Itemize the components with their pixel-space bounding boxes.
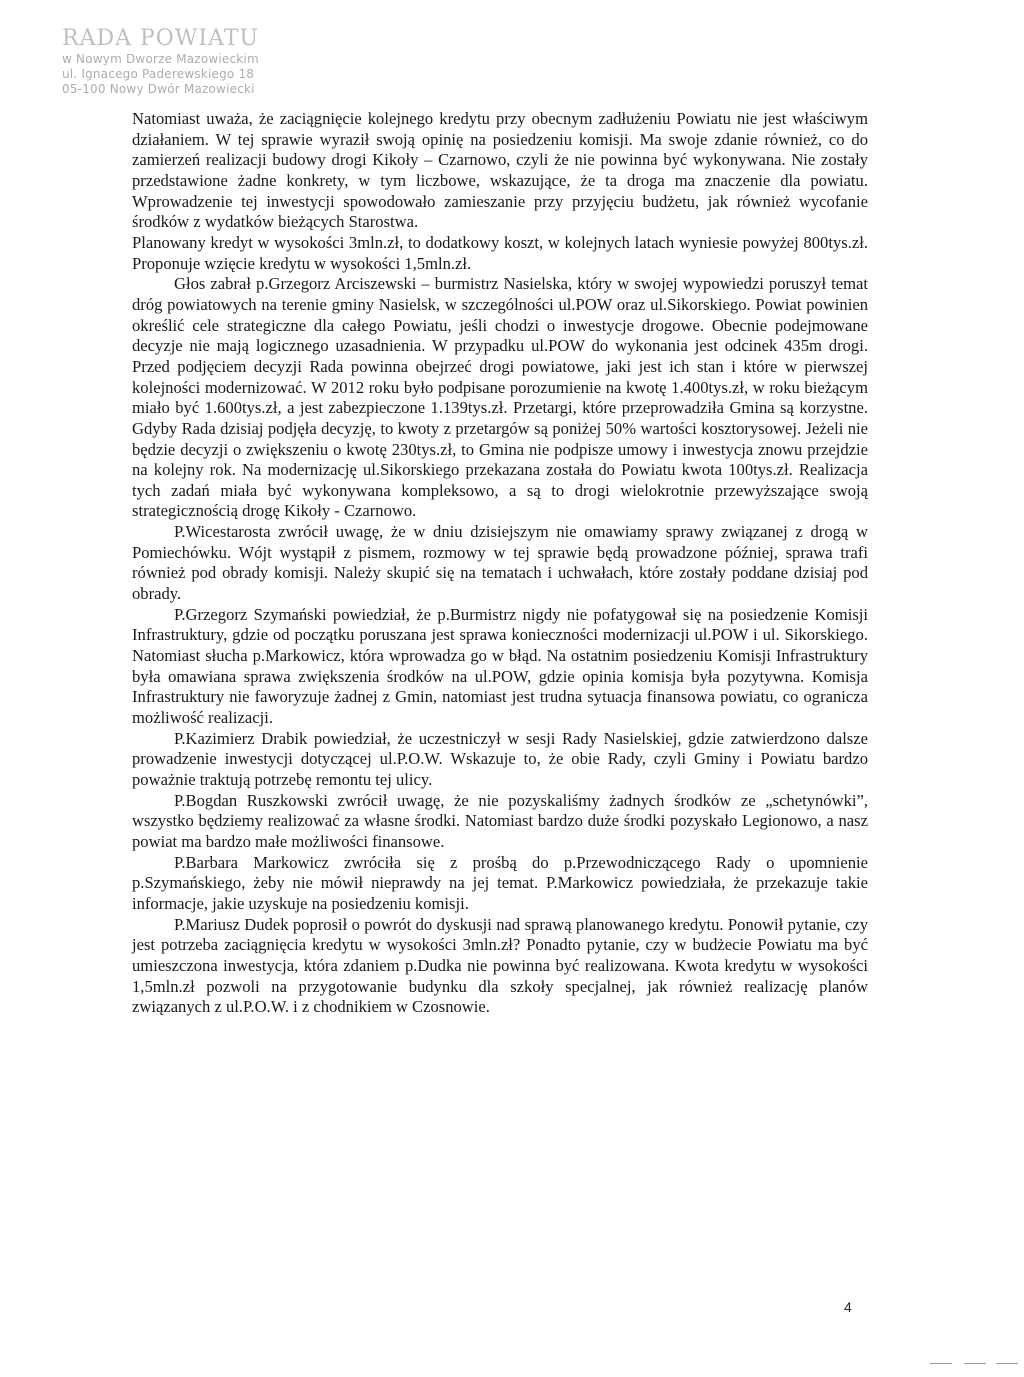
- paragraph: Planowany kredyt w wysokości 3mln.zł, to dodatkowy koszt, w kolejnych latach wyniesie powyżej 800tys.zł. Proponuje wzięcie kredytu w wysokości 1,5mln.zł.: [132, 232, 868, 273]
- stamp-line-1: w Nowym Dworze Mazowieckim: [62, 52, 259, 66]
- stamp-line-3: 05-100 Nowy Dwór Mazowiecki: [62, 82, 255, 96]
- paragraph: Głos zabrał p.Grzegorz Arciszewski – burmistrz Nasielska, który w swojej wypowiedzi poruszył temat dróg powiatowych na terenie gminy Nasielsk, w szczególności ul.POW oraz ul.Sikorskiego. Powiat powinien określić cele strategiczne dla całego Powiatu, jeśli chodzi o inwestycje drogowe. Obecnie podejmowane decyzje nie mają logicznego uzasadnienia. W przypadku ul.POW do wykonania jest odcinek 435m drogi. Przed podjęciem decyzji Rada powinna obejrzeć drogi powiatowe, jaki jest ich stan i które w pierwszej kolejności modernizować. W 2012 roku było podpisane porozumienie na kwotę 1.400tys.zł, w roku bieżącym miało być 1.600tys.zł, a jest zabezpieczone 1.139tys.zł. Przetargi, które przeprowadziła Gmina są korzystne. Gdyby Rada dzisiaj podjęła decyzję, to kwoty z przetargów są poniżej 50% wartości kosztorysowej. Jeżeli nie będzie decyzji o zwiększeniu o kwotę 230tys.zł, to Gmina nie podpisze umowy i inwestycja znowu przejdzie na kolejny rok. Na modernizację ul.Sikorskiego przekazana została do Powiatu kwota 100tys.zł. Realizacja tych zadań miała być wykonywana kompleksowo, a są to drogi wielokrotnie przewyższające swoją strategicznością drogę Kikoły - Czarnowo.: [132, 274, 868, 521]
- paragraph: P.Grzegorz Szymański powiedział, że p.Burmistrz nigdy nie pofatygował się na posiedzenie Komisji Infrastruktury, gdzie od początku poruszana jest sprawa konieczności modernizacji ul.POW i ul. Sikorskiego. Natomiast słucha p.Markowicz, która wprowadza go w błąd. Na ostatnim posiedzeniu Komisji Infrastruktury była omawiana sprawa zwiększenia środków na ul.POW, gdzie opinia komisja była pozytywna. Komisja Infrastruktury nie faworyzuje żadnej z Gmin, natomiast jest trudna sytuacja finansowa powiatu, co ogranicza możliwość realizacji.: [132, 604, 868, 728]
- scan-mark: [996, 1363, 1018, 1364]
- stamp-title: RADA POWIATU: [62, 26, 260, 51]
- page-number: 4: [844, 1299, 852, 1315]
- scan-mark: [930, 1363, 952, 1364]
- paragraph: Natomiast uważa, że zaciągnięcie kolejnego kredytu przy obecnym zadłużeniu Powiatu nie jest właściwym działaniem. W tej sprawie wyraził swoją opinię na posiedzeniu komisji. Ma swoje zdanie również, co do zamierzeń realizacji budowy drogi Kikoły – Czarnowo, czyli że nie powinna być wykonywana. Nie zostały przedstawione żadne konkrety, w tym liczbowe, wskazujące, że ta droga ma znaczenie dla powiatu. Wprowadzenie tej inwestycji spowodowało zamieszanie przy przyjęciu budżetu, jak również wycofanie środków z wydatków bieżących Starostwa.: [132, 109, 868, 232]
- minutes-body: [132, 109, 868, 1018]
- paragraph: P.Wicestarosta zwrócił uwagę, że w dniu dzisiejszym nie omawiamy sprawy związanej z drogą w Pomiechówku. Wójt wystąpił z pismem, rozmowy w tej sprawie będą prowadzone później, sprawa trafi również pod obrady komisji. Należy skupić się na tematach i uchwałach, które zostały poddane dzisiaj pod obrady.: [132, 522, 868, 604]
- scan-edge-marks: [930, 1363, 1020, 1365]
- paragraph: P.Bogdan Ruszkowski zwrócił uwagę, że nie pozyskaliśmy żadnych środków ze „schetynówki”, wszystko będziemy realizować za własne środki. Natomiast bardzo duże środki pozyskało Legionowo, a nasz powiat ma bardzo małe możliwości finansowe.: [132, 790, 868, 851]
- stamp-line-2: ul. Ignacego Paderewskiego 18: [62, 67, 255, 81]
- council-stamp: [62, 28, 259, 95]
- paragraph: P.Mariusz Dudek poprosił o powrót do dyskusji nad sprawą planowanego kredytu. Ponowił pytanie, czy jest potrzeba zaciągnięcia kredytu w wysokości 3mln.zł? Ponadto pytanie, czy w budżecie Powiatu ma być umieszczona inwestycja, która zdaniem p.Dudka nie powinna być realizowana. Kwota kredytu w wysokości 1,5mln.zł pozwoli na przygotowanie budynku dla szkoły specjalnej, jak również realizację planów związanych z ul.P.O.W. i z chodnikiem w Czosnowie.: [132, 914, 868, 1017]
- paragraph: P.Kazimierz Drabik powiedział, że uczestniczył w sesji Rady Nasielskiej, gdzie zatwierdzono dalsze prowadzenie inwestycji dotyczącej ul.P.O.W. Wskazuje to, że obie Rady, czyli Gminy i Powiatu bardzo poważnie traktują potrzebę remontu tej ulicy.: [132, 728, 868, 789]
- paragraph: P.Barbara Markowicz zwróciła się z prośbą do p.Przewodniczącego Rady o upomnienie p.Szymańskiego, żeby nie mówił nieprawdy na jej temat. P.Markowicz powiedziała, że przekazuje takie informacje, jakie uzyskuje na posiedzeniu komisji.: [132, 852, 868, 913]
- scan-mark: [964, 1363, 986, 1364]
